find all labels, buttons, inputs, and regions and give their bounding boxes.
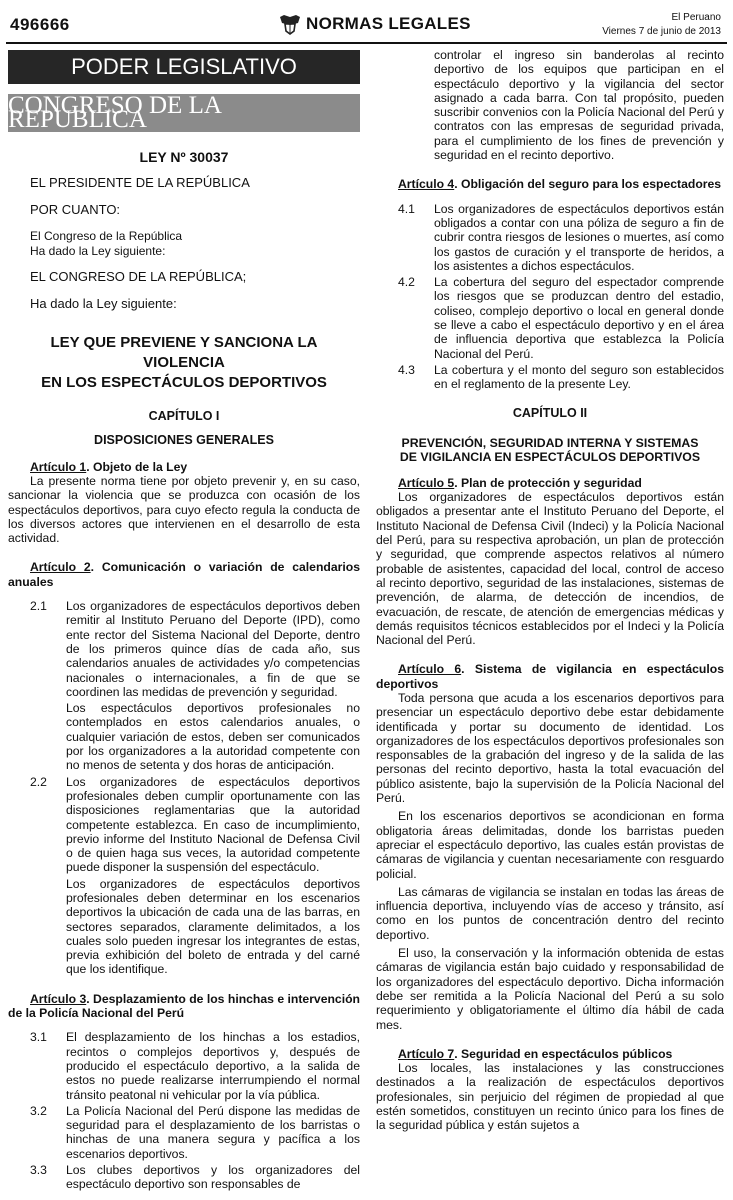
subsection: [8, 1030, 360, 1101]
subsection: [8, 599, 360, 773]
law-title-line: LEY QUE PREVIENE Y SANCIONA LA VIOLENCIA: [50, 334, 318, 372]
article-text: Toda persona que acuda a los escenarios deportivos para presenciar un espectáculo deportivo debe estar debidamente identificada y portar su documento de identidad. Los organizadores de los espectáculos deportivos profesionales son responsables de la grabación del ingreso y de la salida de las personas del recinto deportivo, hasta la total evacuación del público asistente, bajo la supervisión de la Policía Nacional del Perú.: [376, 690, 724, 806]
article-title: . Obligación del seguro para los espectadores: [454, 177, 722, 192]
chapter-label: CAPÍTULO I: [148, 409, 220, 424]
subsection-number: 2.1: [30, 599, 47, 614]
article-label: Artículo 7: [398, 1046, 455, 1061]
subsection: [8, 775, 360, 977]
article-heading: [8, 992, 360, 1021]
article-title: . Objeto de la Ley: [86, 459, 188, 474]
article-label: Artículo 3: [30, 991, 87, 1006]
subsection-text: El desplazamiento de los hinchas a los estadios, recintos o complejos deportivos y, después de producido el espectáculo deportivo, a la salida de estos no puede realizarse interrumpiendo el normal tránsito peatonal ni vehicular por la vía pública.: [66, 1030, 360, 1102]
article-text: El uso, la conservación y la información obtenida de estas cámaras de vigilancia están bajo cuidado y responsabilidad de los organizadores del espectáculo deportivo. Dicha información debe ser remitida a la Policía Nacional del Perú a su solo requerimiento y obligatoriamente el último día hábil de cada mes.: [376, 946, 724, 1032]
article-text: Las cámaras de vigilancia se instalan en todas las áreas de influencia deportiva, incluyendo vías de acceso y tránsito, así como en los puntos de concentración dentro del recinto deportivo.: [376, 884, 724, 942]
institution-banner: CONGRESO DE LA REPUBLICA: [8, 94, 360, 132]
subsection-text: Los espectáculos deportivos profesionales no contemplados en estos calendarios anuales, o cualquier variación de estos, deben ser comunicados por los organizadores a la autoridad competente con no menos de setenta y dos horas de anticipación.: [66, 701, 360, 773]
chapter-name-line: PREVENCIÓN, SEGURIDAD INTERNA Y SISTEMAS: [401, 435, 699, 450]
article-heading: [8, 460, 360, 474]
article-text: Los organizadores de espectáculos deportivos están obligados a presentar ante el Instituto Peruano del Deporte, el Instituto Nacional de Defensa Civil (Indeci) y la Policía Nacional del Perú, para su respectiva aprobación, un plan de protección y seguridad, que comprende aspectos relativos al número probable de asistentes, capacidad del local, control de acceso al recinto deportivo, seguridad de las instalaciones, sistemas de prevención, de alarma, de detección de incendios, de evacuación, de rescate, de atención de emergencias médicas y demás requisitos técnicos establecidos por el Indeci y la Policía Nacional del Perú.: [376, 490, 724, 648]
article-label: Artículo 4: [398, 177, 455, 192]
subsection-number: 3.3: [30, 1163, 47, 1178]
subsection-number: 4.2: [398, 275, 415, 290]
article-label: Artículo 6: [398, 662, 462, 677]
subsection-text: La Policía Nacional del Perú dispone las medidas de seguridad para el desplazamiento de los barristas o hinchas de una manera segura y pacífica a los escenarios deportivos.: [66, 1103, 360, 1161]
preamble-line: El Congreso de la República: [30, 228, 183, 243]
preamble-line: POR CUANTO:: [30, 201, 121, 217]
article-text: Los locales, las instalaciones y las construcciones destinados a la realización de espectáculos deportivos profesionales, sin perjuicio del régimen de propiedad al que estén sometidos, constituyen un recinto único para los fines de la seguridad pública y están sujetos a: [376, 1061, 724, 1133]
article-2: [8, 560, 360, 976]
article-7: [376, 1047, 724, 1133]
preamble-line: Ha dado la Ley siguiente:: [30, 295, 177, 311]
article-label: Artículo 5: [398, 475, 455, 490]
article-title: . Comunicación o variación de calendarios anuales: [8, 560, 360, 589]
article-4: [376, 177, 724, 391]
article-text: La presente norma tiene por objeto prevenir y, en su caso, sancionar la violencia que se produzca con ocasión de los espectáculos deportivos, para cuyo efecto regula la conducta de los diversos actores que intervienen en el desarrollo de esta actividad.: [8, 473, 360, 546]
article-heading: [8, 560, 360, 589]
article-6: [376, 662, 724, 1031]
publication-date: Viernes 7 de junio de 2013: [602, 26, 721, 37]
page-number: 496666: [10, 15, 70, 34]
article-3: [8, 992, 360, 1192]
subsection: [8, 1163, 360, 1192]
subsection-number: 3.2: [30, 1103, 47, 1118]
preamble-line: Ha dado la Ley siguiente:: [30, 244, 166, 259]
preamble-line: EL PRESIDENTE DE LA REPÚBLICA: [30, 175, 250, 191]
article-title: . Seguridad en espectáculos públicos: [454, 1046, 673, 1061]
law-number: LEY Nº 30037: [139, 149, 229, 165]
article-heading: [376, 662, 724, 691]
subsection-number: 4.3: [398, 362, 415, 377]
chapter-label: CAPÍTULO II: [512, 405, 588, 420]
article-heading: [376, 476, 724, 490]
article-title: . Desplazamiento de los hinchas e intervención de la Policía Nacional del Perú: [8, 991, 360, 1021]
subsection-text: Los clubes deportivos y los organizadores del espectáculo deportivo son responsables de: [66, 1163, 360, 1192]
subsection-text: Los organizadores de espectáculos deportivos profesionales deben cumplir oportunamente con las disposiciones reglamentarias que la autoridad competente establezca. En caso de incumplimiento, previo informe del Instituto Nacional de Defensa Civil o de quien haga sus veces, la autoridad competente puede disponer la suspensión del espectáculo.: [66, 774, 360, 875]
subsection-text: Los organizadores de espectáculos deportivos profesionales deben determinar en los escenarios deportivos la ubicación de cada una de las barras, en sectores separados, claramente delimitados, a los cuales solo pueden ingresar los integrantes de estas, previa exhibición del boleto de entrada y del carné que los identifique.: [66, 876, 360, 977]
subsection-text: controlar el ingreso sin banderolas al recinto deportivo de los equipos que participan en el espectáculo deportivo y la vigilancia del sector asignado a cada barra. Con tal propósito, pueden suscribir convenios con la Policía Nacional del Perú y contratos con las empresas de seguridad privada, para el cumplimiento de los fines de prevención y seguridad en el recinto deportivo.: [434, 48, 724, 163]
preamble-line: EL CONGRESO DE LA REPÚBLICA;: [30, 269, 247, 285]
subsection-text: Los organizadores de espectáculos deportivos están obligados a contar con una póliza de seguro a fin de cubrir contra riesgos de lesiones o muertes, así como los gastos de curación y el transporte de heridos, a los asistentes a dichos espectáculos.: [434, 201, 724, 273]
right-column: [376, 48, 724, 1200]
subsection: [376, 202, 724, 273]
article-heading: [376, 1047, 724, 1061]
law-title-line: EN LOS ESPECTÁCULOS DEPORTIVOS: [41, 374, 327, 392]
subsection-text: La cobertura y el monto del seguro son establecidos en el reglamento de la presente Ley.: [434, 362, 724, 392]
chapter-name: [376, 436, 724, 464]
article-text: En los escenarios deportivos se acondicionan en forma obligatoria áreas delimitadas, donde los barristas pueden apreciar el espectáculo deportivo, las cuales están provistas de cámaras de vigilancia y cuentan necesariamente con resguardo policial.: [376, 809, 724, 881]
article-1: [8, 460, 360, 546]
subsection-continuation: [376, 48, 724, 162]
chapter-name: DISPOSICIONES GENERALES: [94, 433, 274, 448]
article-title: . Sistema de vigilancia en espectáculos deportivos: [376, 662, 724, 691]
subsection: [376, 363, 724, 392]
subsection-number: 4.1: [398, 201, 415, 216]
article-label: Artículo 2: [30, 560, 91, 575]
subsection: [376, 275, 724, 361]
subsection-text: La cobertura del seguro del espectador comprende los riesgos que se produzcan dentro del estadio, coliseo, complejo deportivo o local en general donde se lleve a cabo el espectáculo deportivo y en el área de influencia deportiva que establezca la Policía Nacional del Perú.: [434, 275, 724, 361]
subsection-number: 2.2: [30, 774, 47, 789]
article-5: [376, 476, 724, 648]
page-header: [6, 10, 727, 44]
power-banner: PODER LEGISLATIVO: [8, 50, 360, 84]
subsection: [8, 1104, 360, 1161]
chapter-name-line: DE VIGILANCIA EN ESPECTÁCULOS DEPORTIVOS: [399, 449, 701, 464]
subsection-text: Los organizadores de espectáculos deportivos deben remitir al Instituto Peruano del Deporte (IPD), como ente rector del Sistema Nacional del Deporte, dentro de los primeros quince días de cada año, sus calendarios anuales de actividades y/o competencias nacionales o internacionales, a fin de que se coordinen las medidas de prevención y seguridad.: [66, 599, 360, 699]
law-title: [8, 333, 360, 393]
left-column: [8, 48, 360, 1200]
peruvian-shield-icon: [277, 13, 303, 35]
article-label: Artículo 1: [30, 459, 87, 474]
article-heading: [376, 177, 724, 191]
subsection-number: 3.1: [30, 1030, 47, 1045]
newspaper-name: El Peruano: [671, 12, 721, 23]
article-title: . Plan de protección y seguridad: [454, 475, 642, 490]
section-title: NORMAS LEGALES: [306, 14, 471, 33]
